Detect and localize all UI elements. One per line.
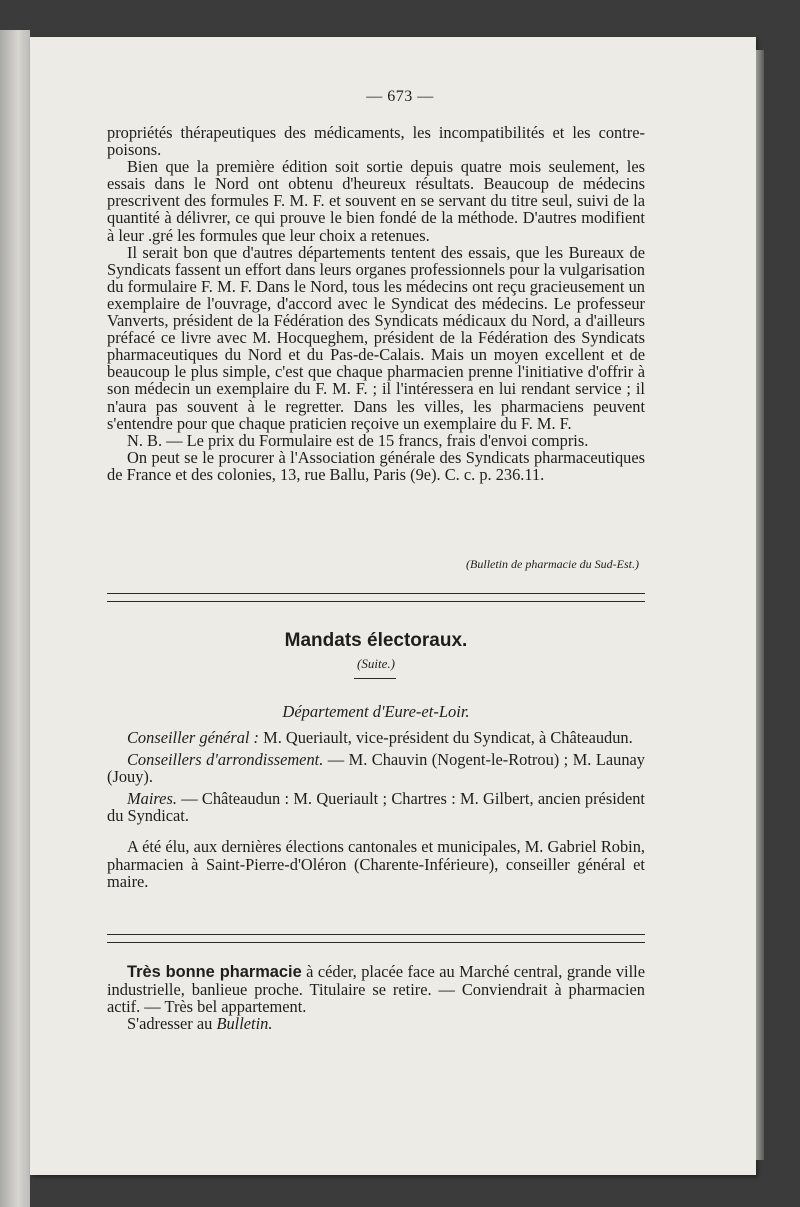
section-title: Mandats électoraux.	[284, 630, 468, 651]
ad-contact-name: Bulletin.	[216, 1014, 273, 1034]
ad-paragraph	[107, 963, 645, 1015]
department-heading: Département d'Eure-et-Loir.	[282, 702, 470, 721]
ad-contact-prefix: S'adresser au	[127, 1014, 213, 1034]
section-rule-bottom-1	[107, 934, 645, 935]
article-paragraph-3: Il serait bon que d'autres départements tentent des essais, que les Bureaux de Syndicats fassent un effort dans leurs organes professionnels pour la vulgarisation du formulaire F. M. F. Dans le Nord, tous les médecins ont reçu gracieusement un exemplaire de l'ouvrage, d'accord avec le Syndicat des médecins. Le professeur Vanverts, président de la Fédération des Syndicats médicaux du Nord, a d'ailleurs préfacé ce livre avec M. Hocqueghem, président de la Fédération des Syndicats pharmaceutiques du Nord et du Pas-de-Calais. Mais un moyen excellent et de beaucoup le plus simple, c'est que chaque pharmacien prenne l'initiative d'offrir à son médecin un exemplaire du F. M. F. ; il l'intéressera en lui rendant service ; il n'aura pas souvent à le regretter. Dans les villes, les pharmaciens peuvent s'entendre pour que chaque praticien reçoive un exemplaire du F. M. F.	[107, 242, 645, 433]
subtitle-rule	[354, 678, 396, 679]
article-note: N. B. — Le prix du Formulaire est de 15 francs, frais d'envoi compris.	[127, 430, 589, 450]
conseillers-arrondissement-text: — M. Chauvin (Nogent-le-Rotrou) ; M. Launay (Jouy).	[107, 750, 645, 787]
ad-contact	[107, 1015, 645, 1032]
section-subtitle: (Suite.)	[357, 656, 395, 671]
section-rule-top-1	[107, 593, 645, 594]
article-paragraph-2: Bien que la première édition soit sortie depuis quatre mois seulement, les essais dans le Nord ont obtenu d'heureux résultats. Beaucoup de médecins prescrivent des formules F. M. F. et souvent en se servant du titre seul, suivi de la quantité à délivrer, ce qui prouve le bien fondé de la méthode. D'autres modifient à leur .gré les formules que leur choix a retenues.	[107, 157, 645, 245]
conseiller-general-entry	[107, 729, 645, 746]
article-source: (Bulletin de pharmacie du Sud-Est.)	[466, 557, 639, 571]
article-body	[107, 124, 645, 483]
maires-label: Maires.	[127, 789, 177, 809]
conseiller-general-text: M. Queriault, vice-président du Syndicat, à Châteaudun.	[263, 728, 633, 747]
section-rule-bottom-2	[107, 942, 645, 943]
maires-entry	[107, 790, 645, 824]
maires-text: — Châteaudun : M. Queriault ; Chartres : M. Gilbert, ancien président du Syndicat.	[107, 789, 645, 826]
adjacent-page-edge	[0, 30, 30, 1207]
section-rule-top-2	[107, 601, 645, 602]
article-contact-paragraph: On peut se le procurer à l'Association générale des Syndicats pharmaceutiques de France et des colonies, 13, rue Ballu, Paris (9e). C. c. p. 236.11.	[107, 447, 645, 484]
conseillers-arrondissement-entry	[107, 751, 645, 785]
conseiller-general-label: Conseiller général :	[127, 728, 260, 747]
classified-ad	[107, 963, 645, 1032]
conseillers-arrondissement-label: Conseillers d'arrondissement.	[127, 750, 324, 770]
page-number: — 673 —	[366, 88, 434, 105]
ad-text: à céder, placée face au Marché central, grande ville industrielle, banlieue proche. Titulaire se retire. — Conviendrait à pharmacien actif. — Très bel appartement.	[107, 962, 645, 1017]
page-fore-edge	[756, 50, 764, 1160]
mandats-list	[107, 729, 645, 890]
election-paragraph: A été élu, aux dernières élections cantonales et municipales, M. Gabriel Robin, pharmacien à Saint-Pierre-d'Oléron (Charente-Inférieure), conseiller général et maire.	[107, 837, 645, 891]
article-paragraph-1: propriétés thérapeutiques des médicaments, les incompatibilités et les contre-poisons.	[107, 123, 645, 160]
ad-title: Très bonne pharmacie	[127, 963, 302, 981]
